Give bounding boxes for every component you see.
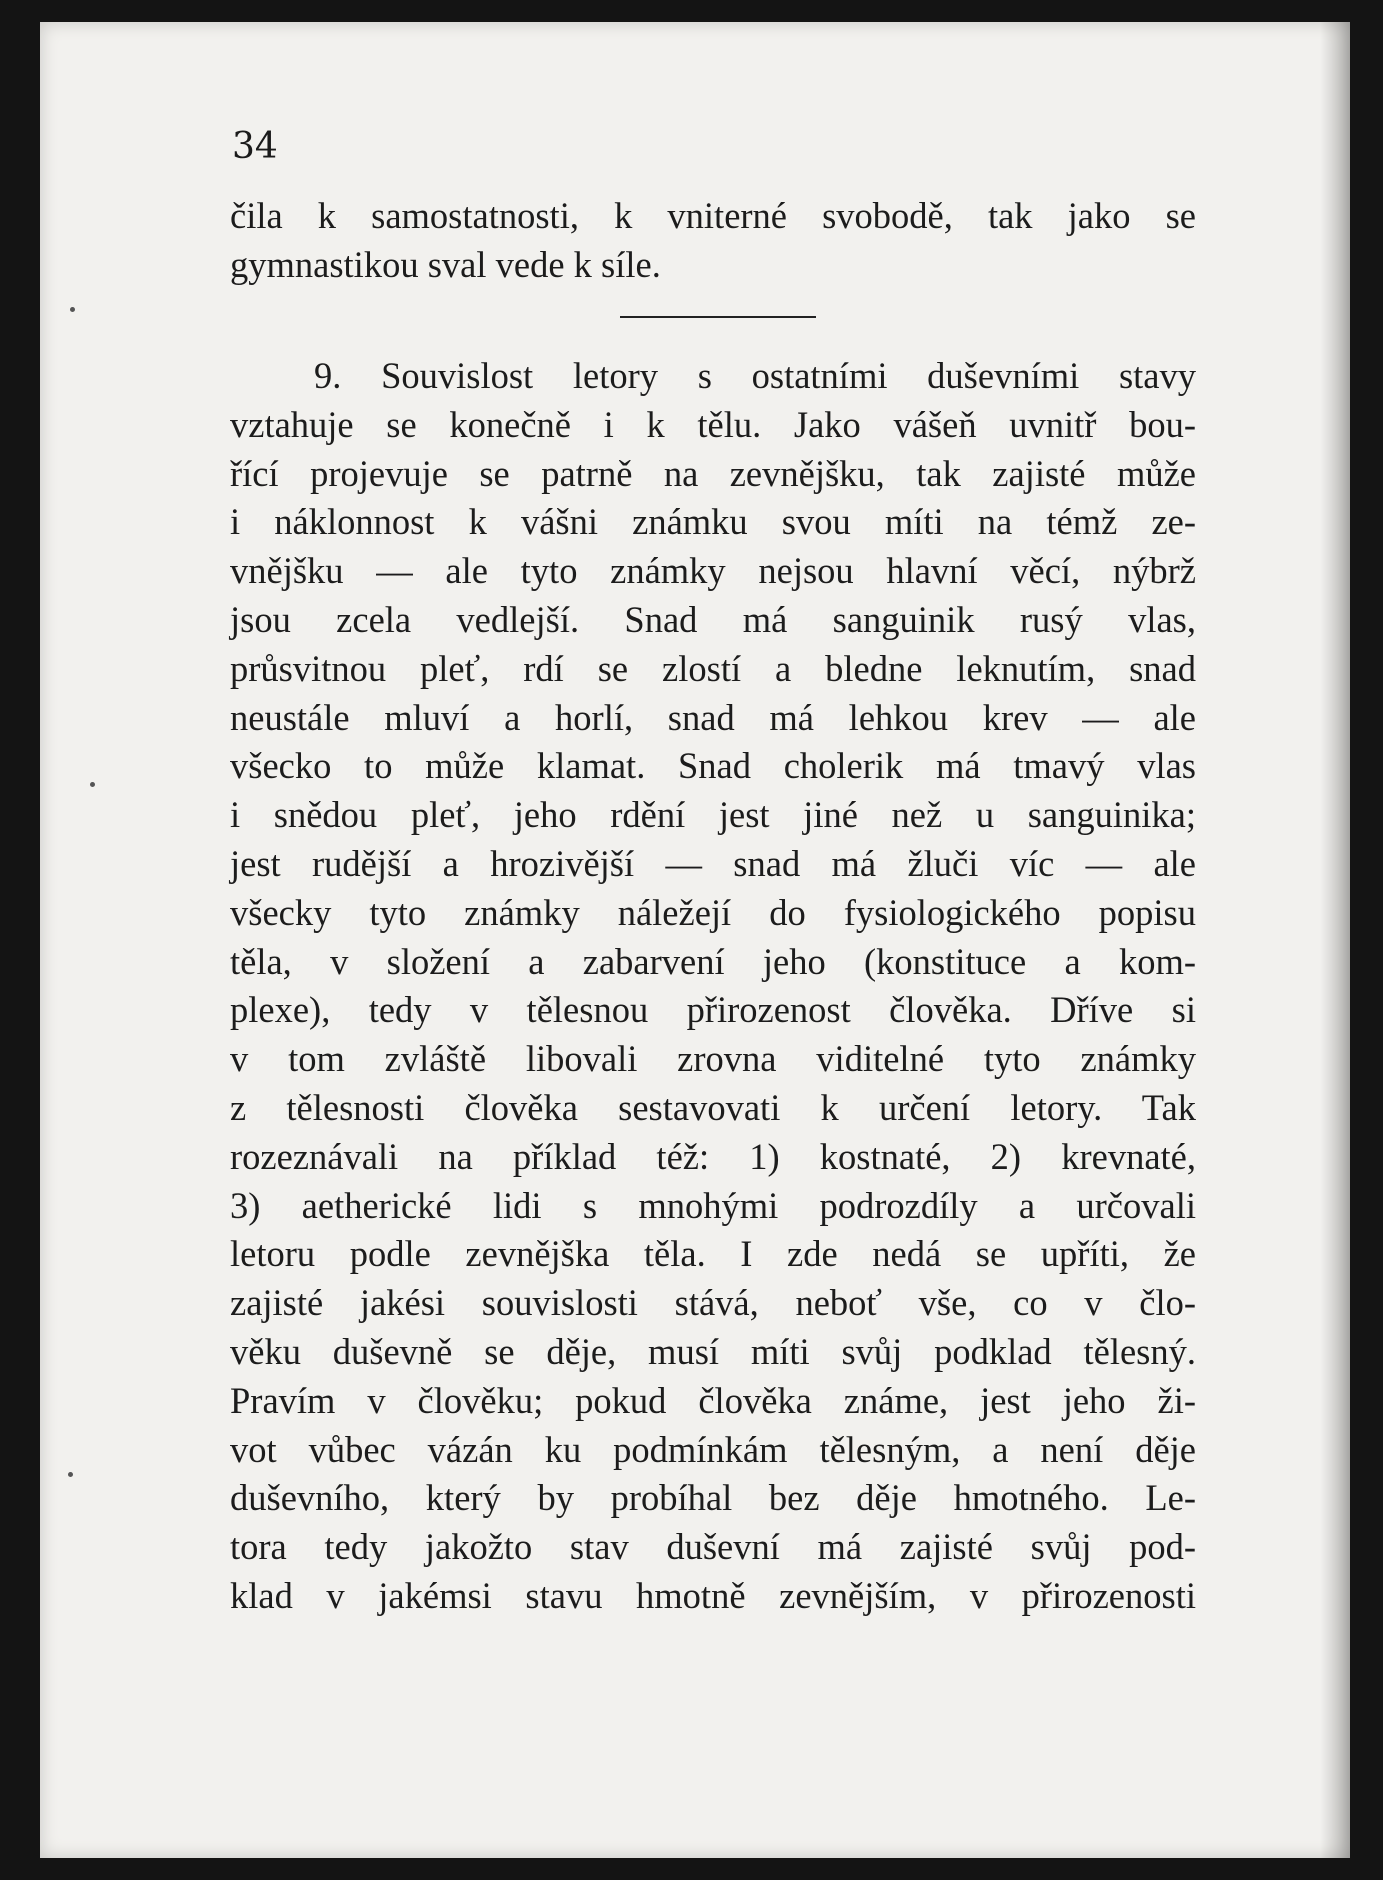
dust-speck: [90, 782, 95, 787]
text-line: zajisté jakési souvislosti stává, neboť vše, co v člo-: [230, 1282, 1196, 1324]
text-line: plexe), tedy v tělesnou přirozenost člověka. Dříve si: [230, 989, 1196, 1031]
text-line: neustále mluví a horlí, snad má lehkou krev — ale: [230, 696, 1196, 738]
text-line: vztahuje se konečně i k tělu. Jako vášeň uvnitř bou-: [230, 403, 1196, 445]
text-line: gymnastikou sval vede k síle.: [230, 243, 661, 285]
text-line: jsou zcela vedlejší. Snad má sanguinik rusý vlas,: [230, 598, 1196, 640]
text-line: vnějšku — ale tyto známky nejsou hlavní věcí, nýbrž: [230, 550, 1196, 592]
text-line: jest rudější a hrozivější — snad má žluči víc — ale: [230, 842, 1196, 884]
text-line: 3) aetherické lidi s mnohými podrozdíly a určovali: [230, 1184, 1196, 1226]
text-line: věku duševně se děje, musí míti svůj podklad tělesný.: [230, 1330, 1196, 1372]
text-line: řící projevuje se patrně na zevnějšku, tak zajisté může: [230, 452, 1196, 494]
text-line: z tělesnosti člověka sestavovati k určení letory. Tak: [230, 1086, 1196, 1128]
page-edge-shadow: [1320, 22, 1350, 1858]
text-line: vot vůbec vázán ku podmínkám tělesným, a není děje: [230, 1428, 1196, 1470]
text-line: rozeznávali na příklad též: 1) kostnaté, 2) krevnaté,: [230, 1135, 1196, 1177]
paragraph-continuation: [230, 192, 1196, 290]
text-line: těla, v složení a zabarvení jeho (konstituce a kom-: [230, 940, 1196, 982]
text-line: tora tedy jakožto stav duševní má zajisté svůj pod-: [230, 1526, 1196, 1568]
paragraph-section-9: [230, 352, 1196, 1621]
dust-speck: [70, 307, 75, 312]
page-number: 34: [232, 126, 278, 167]
text-line: klad v jakémsi stavu hmotně zevnějším, v přirozenosti: [230, 1574, 1196, 1616]
text-line: průsvitnou pleť, rdí se zlostí a bledne leknutím, snad: [230, 647, 1196, 689]
text-line: Pravím v člověku; pokud člověka známe, jest jeho ži-: [230, 1379, 1196, 1421]
text-line: i snědou pleť, jeho rdění jest jiné než u sanguinika;: [230, 794, 1196, 836]
dust-speck: [68, 1472, 73, 1477]
text-line: i náklonnost k vášni známku svou míti na témž ze-: [230, 501, 1196, 543]
text-line: 9. Souvislost letory s ostatními duševními stavy: [314, 355, 1196, 396]
section-divider: [620, 316, 816, 318]
text-line: všecko to může klamat. Snad cholerik má tmavý vlas: [230, 745, 1196, 787]
text-line: letoru podle zevnějška těla. I zde nedá se upříti, že: [230, 1233, 1196, 1275]
text-line: v tom zvláště libovali zrovna viditelné tyto známky: [230, 1038, 1196, 1080]
text-line: všecky tyto známky náležejí do fysiologického popisu: [230, 891, 1196, 933]
text-line: duševního, který by probíhal bez děje hmotného. Le-: [230, 1477, 1196, 1519]
text-line: čila k samostatnosti, k vniterné svobodě, tak jako se: [230, 195, 1196, 236]
